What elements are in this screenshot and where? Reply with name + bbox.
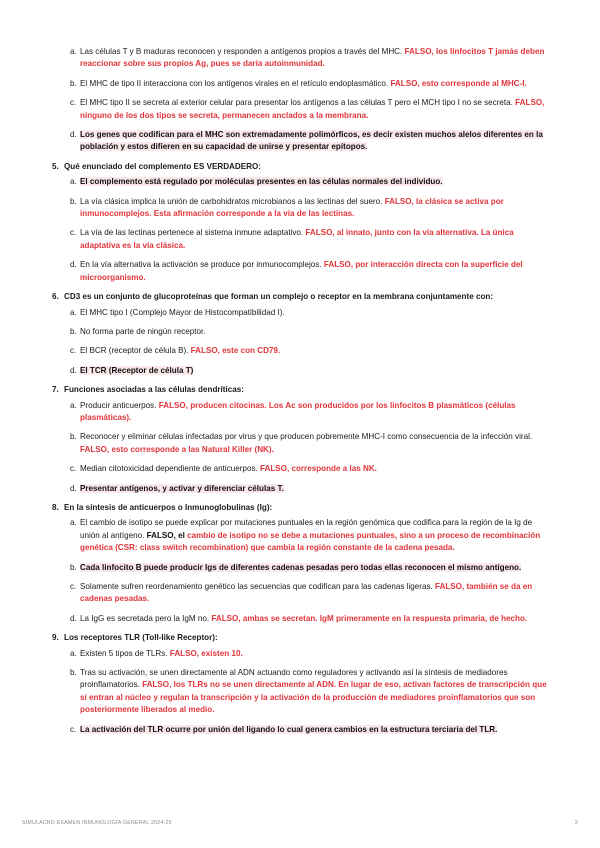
answer-note: FALSO, ambas se secretan. IgM primeramente en la respuesta primaria, de hecho. [211,613,528,623]
question-9 [50,632,550,736]
correct-answer-highlight: Presentar antígenos, y activar y diferenciar células T. [80,483,284,493]
option-c: c. Median citotoxicidad dependiente de anticuerpos. FALSO, corresponde a las NK. [70,464,377,474]
answer-note: FALSO, por interacción directa con la superficie del microorganismo. [80,260,523,282]
option-b: b. No forma parte de ningún receptor. [70,326,206,336]
question-7 [50,384,550,495]
answer-note: FALSO, ninguno de los dos tipos se secreta, permanecen anclados a la membrana. [80,98,545,120]
option-b: b. La vía clásica implica la unión de carbohidratos microbianos a las lectinas del suero. FALSO, la clásica se activa por inmunocomplejos. Esta afirmación corresponde a la vía de las lectinas. [70,196,504,219]
correct-answer-highlight: Cada linfocito B puede producir Igs de diferentes cadenas pesadas pero todas ellas reconocen el mismo antígeno. [80,562,522,572]
answer-note: FALSO, la clásica se activa por inmunocomplejos. Esta afirmación corresponde a la vía de las lectinas. [80,196,504,219]
correct-answer-highlight: La activación del TLR ocurre por unión del ligando lo cual genera cambios en la estructura terciaria del TLR. [80,724,498,734]
option-b-correct: b. Cada linfocito B puede producir Igs de diferentes cadenas pesadas pero todas ellas reconocen el mismo antígeno. [70,562,522,572]
option-d-correct: d. Los genes que codifican para el MHC son extremadamente polimórficos, es decir existen muchos alelos diferentes en la población y estos difieren en su capacidad de unirse y presentar epítopos. [70,130,543,152]
option-d-correct: d. El TCR (Receptor de célula T) [70,365,194,375]
answer-note: FALSO, los linfocitos T jamás deben reaccionar sobre sus propios Ag, pues se daría autoinmunidad. [80,47,545,69]
option-c: c. Solamente sufren reordenamiento genético las secuencias que codifican para las cadenas ligeras. FALSO, también se da en cadenas pesadas. [70,582,533,604]
option-b: b. Reconocer y eliminar células infectadas por virus y que producen pobremente MHC-I como consecuencia de la infección viral. FALSO, esto corresponde a las Natural Killer (NK). [70,432,533,454]
question-4-continued [50,46,550,154]
question-title: 9. Los receptores TLR (Toll-like Receptor): [52,633,218,643]
option-a: a. Las células T y B maduras reconocen y responden a antígenos propios a través del MHC. FALSO, los linfocitos T jamás deben reaccionar sobre sus propios Ag, pues se daría autoinmunidad. [70,47,545,69]
option-b: b. El MHC de tipo II interacciona con los antígenos virales en el retículo endoplasmático. FALSO, esto corresponde al MHC-I. [70,78,527,88]
option-c: c. El MHC tipo II se secreta al exterior celular para presentar los antígenos a las células T pero el MCH tipo I no se secreta. FALSO, ninguno de los dos tipos se secreta, permanecen anclados a la membrana. [70,98,545,120]
option-d: d. La IgG es secretada pero la IgM no. FALSO, ambas se secretan. IgM primeramente en la respuesta primaria, de hecho. [70,613,528,623]
option-a: a. Producir anticuerpos. FALSO, producen citocinas. Los Ac son producidos por los linfocitos B plasmáticos (células plasmáticas). [70,400,516,422]
answer-note: FALSO, también se da en cadenas pesadas. [80,582,533,604]
footer-title: SIMULACRO EXAMEN INMUNOLOGÍA GENERAL 2024-25 [22,820,172,826]
question-title: 6. CD3 es un conjunto de glucoproteínas que forman un complejo o receptor en la membrana conjuntamente con: [52,292,494,302]
option-b: b. Tras su activación, se unen directamente al ADN actuando como reguladores y activando así la síntesis de mediadores proinflamatorios. FALSO, los TLRs no se unen directamente al ADN. En lugar de eso, activan factores de transcripción que sí entran al núcleo y regulan la transcripción y la activación de la producción de mediadores proinflamatorios que son posteriormente liberados al medio. [70,668,547,715]
option-a: a. El MHC tipo I (Complejo Mayor de Histocompatibilidad I). [70,307,285,317]
option-a: a. El cambio de isotipo se puede explicar por mutaciones puntuales en la región genómica que codifica para la región de la Ig de unión al antígeno. FALSO, el cambio de isotipo no se debe a mutaciones puntuales, sino a un proceso de recombinación genética (CSR: class switch recombination) que cambia la región constante de la cadena pesada. [70,518,541,553]
option-d-correct: d. Presentar antígenos, y activar y diferenciar células T. [70,483,284,493]
answer-note: cambio de isotipo no se debe a mutaciones puntuales, sino a un proceso de recombinación genética (CSR: class switch recombination) que cambia la región constante de la cadena pesada. [80,530,541,553]
answer-note: FALSO, al innato, junto con la vía alternativa. La única adaptativa es la vía clásica. [80,228,514,250]
option-c: c. La vía de las lectinas pertenece al sistema inmune adaptativo. FALSO, al innato, junto con la vía alternativa. La única adaptativa es la vía clásica. [70,228,514,250]
option-c-correct: c. La activación del TLR ocurre por unión del ligando lo cual genera cambios en la estructura terciaria del TLR. [70,724,498,734]
answer-note: FALSO, producen citocinas. Los Ac son producidos por los linfocitos B plasmáticos (células plasmáticas). [80,400,516,422]
question-5 [50,161,550,284]
correct-answer-highlight: El complemento está regulado por moléculas presentes en las células normales del individuo. [80,177,443,187]
correct-answer-highlight: El TCR (Receptor de célula T) [80,365,194,375]
answer-note: FALSO, existen 10. [169,648,243,658]
answer-note: FALSO, corresponde a las NK. [259,464,377,474]
document-content [50,46,550,743]
question-title: 5. Qué enunciado del complemento ES VERDADERO: [52,161,261,171]
question-6 [50,291,550,377]
option-c: c. El BCR (receptor de célula B). FALSO, este con CD79. [70,346,281,356]
question-8 [50,502,550,625]
answer-note: FALSO, esto corresponde al MHC-I. [390,78,527,88]
answer-note: FALSO, esto corresponde a las Natural Killer (NK). [80,444,274,454]
question-title: 8. En la síntesis de anticuerpos o Inmunoglobulinas (Ig): [52,502,273,512]
page-number: 2 [574,820,578,826]
question-title: 7. Funciones asociadas a las células dendríticas: [52,385,244,395]
answer-note: FALSO, este con CD79. [190,346,281,356]
page-footer [22,820,578,826]
option-a: a. Existen 5 tipos de TLRs. FALSO, existen 10. [70,648,243,658]
correct-answer-highlight: Los genes que codifican para el MHC son extremadamente polimórficos, es decir existen muchos alelos diferentes en la población y estos difieren en su capacidad de unirse y presentar epítopos. [80,130,543,152]
option-d: d. En la vía alternativa la activación se produce por inmunocomplejos. FALSO, por interacción directa con la superficie del microorganismo. [70,260,523,282]
answer-note: FALSO, los TLRs no se unen directamente al ADN. En lugar de eso, activan factores de transcripción que sí entran al núcleo y regulan la transcripción y la activación de la producción de mediadores proinflamatorios que son posteriormente liberados al medio. [80,680,547,715]
option-a-correct: a. El complemento está regulado por moléculas presentes en las células normales del individuo. [70,177,443,187]
